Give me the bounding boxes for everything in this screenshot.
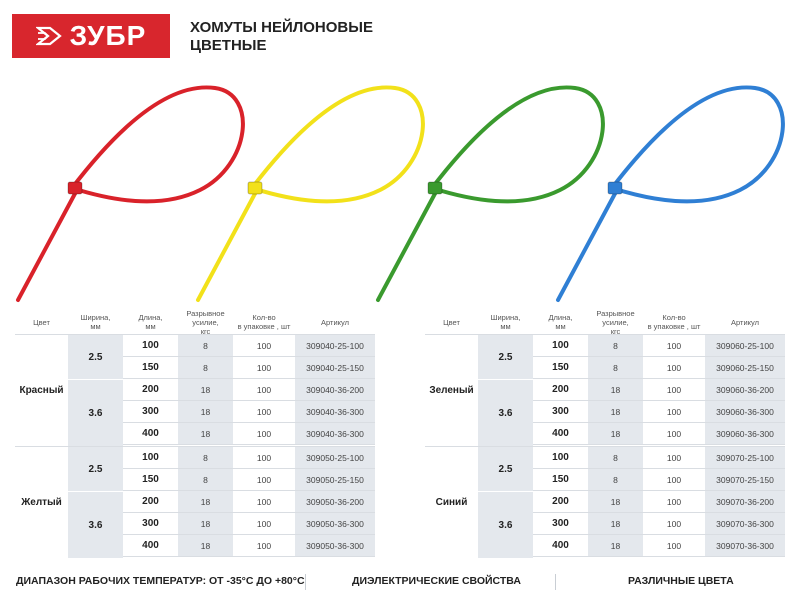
cell-qty: 100 (233, 423, 295, 445)
table-row (533, 469, 785, 491)
cable-tie-yellow (198, 87, 423, 300)
cell-length: 400 (533, 535, 588, 557)
cell-article: 309040-36-200 (295, 379, 375, 401)
table-body (15, 334, 375, 558)
cell-article: 309060-36-300 (705, 401, 785, 423)
cell-length: 400 (123, 535, 178, 557)
tie-loop (432, 87, 603, 201)
cell-qty: 100 (233, 513, 295, 535)
tie-loop (612, 87, 783, 201)
feature-temperature: ДИАПАЗОН РАБОЧИХ ТЕМПЕРАТУР: ОТ -35°С ДО +80°С (16, 575, 305, 587)
cell-length: 300 (533, 401, 588, 423)
cell-length: 150 (123, 469, 178, 491)
color-name: Зеленый (429, 384, 474, 396)
width-value: 2.5 (68, 447, 123, 491)
table-row (123, 447, 375, 469)
width-value: 2.5 (68, 335, 123, 379)
table-row (123, 513, 375, 535)
tie-tail (558, 188, 618, 300)
spec-table-right (425, 310, 785, 558)
cell-qty: 100 (233, 379, 295, 401)
cell-force: 18 (178, 491, 233, 513)
width-value: 2.5 (478, 335, 533, 379)
brand-logo (12, 14, 170, 58)
table-row (123, 335, 375, 357)
cable-ties-illustration (0, 70, 800, 310)
cell-qty: 100 (233, 469, 295, 491)
header-width: Ширина, мм (80, 313, 111, 331)
cell-article: 309070-36-200 (705, 491, 785, 513)
tie-tail (378, 188, 438, 300)
cell-article: 309040-25-150 (295, 357, 375, 379)
cell-article: 309050-36-200 (295, 491, 375, 513)
tie-tail (198, 188, 258, 300)
title-line-1: ХОМУТЫ НЕЙЛОНОВЫЕ (190, 19, 373, 36)
color-name: Желтый (21, 496, 62, 508)
cell-force: 8 (588, 357, 643, 379)
cell-length: 200 (123, 491, 178, 513)
tie-head (608, 182, 622, 194)
cell-article: 309070-25-150 (705, 469, 785, 491)
cell-qty: 100 (643, 513, 705, 535)
cell-qty: 100 (643, 491, 705, 513)
cell-length: 100 (123, 447, 178, 469)
header-width: Ширина, мм (490, 313, 521, 331)
brand-name: ЗУБР (69, 20, 147, 51)
cell-qty: 100 (233, 401, 295, 423)
cell-length: 200 (533, 491, 588, 513)
width-value: 2.5 (478, 447, 533, 491)
cell-force: 8 (178, 469, 233, 491)
cell-article: 309050-36-300 (295, 513, 375, 535)
cell-force: 8 (178, 447, 233, 469)
header-length: Длина, мм (548, 313, 573, 331)
header-length: Длина, мм (138, 313, 163, 331)
cell-force: 18 (588, 491, 643, 513)
cell-force: 18 (178, 535, 233, 557)
tie-head (428, 182, 442, 194)
cable-tie-red (18, 87, 243, 300)
cell-article: 309060-36-300 (705, 423, 785, 445)
cell-article: 309070-25-100 (705, 447, 785, 469)
cell-force: 18 (588, 401, 643, 423)
cell-qty: 100 (643, 535, 705, 557)
tie-loop (72, 87, 243, 201)
cell-article: 309060-36-200 (705, 379, 785, 401)
brand-chevrons-icon (36, 25, 62, 47)
cell-force: 18 (588, 513, 643, 535)
cell-article: 309040-25-100 (295, 335, 375, 357)
cell-qty: 100 (233, 335, 295, 357)
cell-qty: 100 (643, 401, 705, 423)
cell-length: 200 (123, 379, 178, 401)
table-row (533, 491, 785, 513)
cell-force: 8 (178, 335, 233, 357)
feature-colors: РАЗЛИЧНЫЕ ЦВЕТА (628, 575, 734, 587)
cell-article: 309040-36-300 (295, 423, 375, 445)
header-article: Артикул (731, 317, 759, 327)
tie-head (248, 182, 262, 194)
header-qty: Кол-во в упаковке , шт (237, 313, 291, 331)
header-color: Цвет (443, 317, 460, 327)
table-row (533, 401, 785, 423)
cell-qty: 100 (643, 335, 705, 357)
table-row (533, 423, 785, 445)
cell-article: 309050-25-100 (295, 447, 375, 469)
cell-length: 400 (533, 423, 588, 445)
cell-length: 150 (123, 357, 178, 379)
cell-article: 309040-36-300 (295, 401, 375, 423)
cell-length: 300 (123, 401, 178, 423)
table-row (123, 469, 375, 491)
table-row (123, 401, 375, 423)
table-row (123, 357, 375, 379)
table-row (123, 491, 375, 513)
table-row (533, 513, 785, 535)
tie-tail (18, 188, 78, 300)
table-row (123, 379, 375, 401)
table-header (425, 310, 785, 334)
cell-article: 309050-25-150 (295, 469, 375, 491)
cell-qty: 100 (643, 379, 705, 401)
cell-force: 8 (588, 469, 643, 491)
cable-tie-green (378, 87, 603, 300)
feature-footer (0, 572, 800, 592)
width-value: 3.6 (68, 379, 123, 446)
footer-divider (305, 574, 306, 590)
cell-length: 100 (533, 335, 588, 357)
cell-length: 300 (123, 513, 178, 535)
width-value: 3.6 (68, 491, 123, 558)
cell-qty: 100 (643, 357, 705, 379)
table-header (15, 310, 375, 334)
table-row (533, 535, 785, 557)
width-value: 3.6 (478, 379, 533, 446)
cell-qty: 100 (233, 447, 295, 469)
cell-article: 309070-36-300 (705, 535, 785, 557)
cell-force: 18 (178, 379, 233, 401)
cell-length: 100 (123, 335, 178, 357)
cell-force: 18 (588, 423, 643, 445)
table-row (533, 379, 785, 401)
color-group (425, 446, 785, 557)
cell-article: 309060-25-150 (705, 357, 785, 379)
footer-divider (555, 574, 556, 590)
cell-length: 100 (533, 447, 588, 469)
cell-force: 8 (588, 447, 643, 469)
cell-force: 18 (588, 379, 643, 401)
cell-qty: 100 (643, 423, 705, 445)
cell-length: 300 (533, 513, 588, 535)
cell-qty: 100 (233, 357, 295, 379)
cell-article: 309070-36-300 (705, 513, 785, 535)
table-row (123, 423, 375, 445)
color-group (15, 446, 375, 557)
tie-head (68, 182, 82, 194)
feature-dielectric: ДИЭЛЕКТРИЧЕСКИЕ СВОЙСТВА (352, 575, 521, 587)
cell-force: 18 (178, 513, 233, 535)
page-title (190, 19, 373, 55)
cell-qty: 100 (233, 535, 295, 557)
color-group (15, 334, 375, 445)
cell-qty: 100 (643, 447, 705, 469)
header-qty: Кол-во в упаковке , шт (647, 313, 701, 331)
color-name: Синий (435, 496, 468, 508)
tie-loop (252, 87, 423, 201)
table-body (425, 334, 785, 558)
header-article: Артикул (321, 317, 349, 327)
cell-force: 18 (178, 423, 233, 445)
cell-force: 8 (178, 357, 233, 379)
cell-qty: 100 (233, 491, 295, 513)
header-force: Разрывное усилие, кгс (596, 308, 635, 336)
table-row (123, 535, 375, 557)
cable-tie-blue (558, 87, 783, 300)
table-row (533, 357, 785, 379)
cell-length: 200 (533, 379, 588, 401)
title-line-2: ЦВЕТНЫЕ (190, 37, 267, 54)
cell-force: 8 (588, 335, 643, 357)
color-group (425, 334, 785, 445)
cell-article: 309050-36-300 (295, 535, 375, 557)
table-row (533, 335, 785, 357)
table-row (533, 447, 785, 469)
header-color: Цвет (33, 317, 50, 327)
cell-length: 150 (533, 469, 588, 491)
spec-table-left (15, 310, 375, 558)
cell-length: 400 (123, 423, 178, 445)
width-value: 3.6 (478, 491, 533, 558)
cell-length: 150 (533, 357, 588, 379)
cell-article: 309060-25-100 (705, 335, 785, 357)
cell-force: 18 (588, 535, 643, 557)
header-force: Разрывное усилие, кгс (186, 308, 225, 336)
color-name: Красный (19, 384, 64, 396)
cell-qty: 100 (643, 469, 705, 491)
cell-force: 18 (178, 401, 233, 423)
